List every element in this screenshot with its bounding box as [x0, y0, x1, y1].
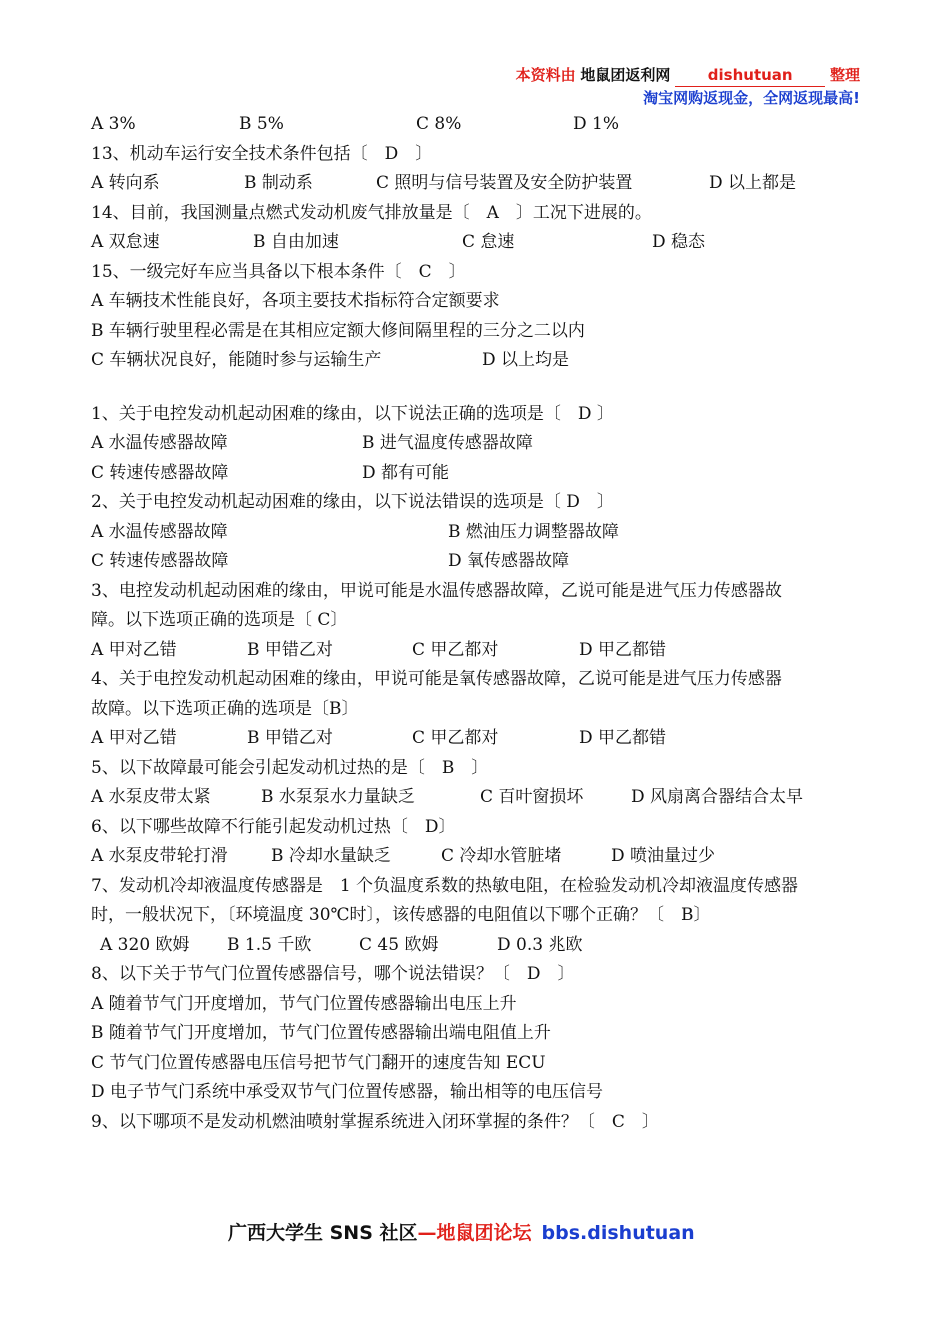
options-row — [91, 547, 861, 577]
answer-option-c: C 节气门位置传感器电压信号把节气门翻开的速度告知 ECU — [91, 1052, 546, 1073]
footer-community: 广西大学生 SNS 社区 — [228, 1222, 418, 1244]
answer-option-b: B 车辆行驶里程必需是在其相应定额大修间隔里程的三分之二以内 — [91, 320, 585, 341]
header-site-link[interactable]: dishutuan — [675, 64, 825, 87]
option-a: A 甲对乙错 — [91, 639, 177, 660]
question-13: 13、机动车运行安全技术条件包括〔 D 〕 — [91, 143, 433, 164]
option-c: C 45 欧姆 — [359, 934, 439, 955]
question-4-continued: 故障。以下选项正确的选项是〔B〕 — [91, 698, 359, 719]
option-d: D 稳态 — [652, 232, 706, 252]
question-1: 1、关于电控发动机起动困难的缘由，以下说法正确的选项是〔 D 〕 — [91, 403, 614, 424]
option-b: B 燃油压力调整器故障 — [448, 521, 619, 542]
question-9: 9、以下哪项不是发动机燃油喷射掌握系统进入闭环掌握的条件？〔 C 〕 — [91, 1111, 659, 1132]
footer-forum-link[interactable]: bbs.dishutuan — [541, 1222, 695, 1244]
section-gap — [91, 376, 861, 400]
option-c: C 甲乙都对 — [412, 639, 499, 660]
option-c: C 转速传感器故障 — [91, 551, 229, 571]
option-a: A 水泵皮带轮打滑 — [91, 846, 228, 866]
answer-option-a: A 车辆技术性能良好，各项主要技术指标符合定额要求 — [91, 291, 500, 311]
options-row — [91, 346, 861, 376]
option-b: B 甲错乙对 — [247, 728, 333, 748]
option-b: B 自由加速 — [253, 232, 339, 252]
option-c: C 甲乙都对 — [412, 728, 499, 748]
options-row — [91, 724, 861, 754]
option-b: B 制动系 — [244, 173, 313, 193]
option-c: C 照明与信号装置及安全防护装置 — [376, 173, 633, 193]
option-d: D 氧传感器故障 — [448, 551, 570, 571]
option-a: A 320 欧姆 — [100, 934, 190, 955]
option-b: B 水泵泵水力量缺乏 — [261, 787, 415, 807]
option-d: D 甲乙都错 — [579, 639, 667, 660]
option-d: D 以上均是 — [482, 350, 570, 370]
question-14: 14、目前，我国测量点燃式发动机废气排放量是〔 A 〕工况下进展的。 — [91, 202, 652, 223]
question-4: 4、关于电控发动机起动困难的缘由，甲说可能是氧传感器故障，乙说可能是进气压力传感器 — [91, 669, 782, 689]
option-c: C 冷却水管脏堵 — [441, 846, 562, 866]
question-7-continued: 时，一般状况下，〔环境温度 30℃时〕，该传感器的电阻值以下哪个正确？〔 B〕 — [91, 905, 711, 925]
answer-option-b: B 随着节气门开度增加，节气门位置传感器输出端电阻值上升 — [91, 1023, 551, 1043]
option-a: A 水温传感器故障 — [91, 521, 228, 542]
option-b: B 1.5 千欧 — [227, 934, 312, 955]
option-b: B 甲错乙对 — [247, 639, 333, 660]
options-row — [91, 169, 861, 199]
question-content — [91, 110, 861, 1137]
option-b: B 冷却水量缺乏 — [271, 846, 391, 866]
options-row — [91, 842, 861, 872]
question-5: 5、以下故障最可能会引起发动机过热的是〔 B 〕 — [91, 757, 489, 778]
page-footer — [228, 1218, 695, 1245]
option-d: D 喷油量过少 — [611, 846, 716, 866]
option-c: C 百叶窗损坏 — [480, 787, 584, 807]
question-8: 8、以下关于节气门位置传感器信号，哪个说法错误？〔 D 〕 — [91, 964, 575, 984]
question-3: 3、电控发动机起动困难的缘由，甲说可能是水温传感器故障，乙说可能是进气压力传感器故 — [91, 580, 782, 601]
option-c: C 车辆状况良好，能随时参与运输生产 — [91, 350, 382, 370]
option-d: D 都有可能 — [362, 462, 450, 483]
options-row — [91, 518, 861, 548]
option-a: A 3% — [91, 114, 136, 134]
option-b: B 5% — [239, 114, 284, 134]
options-row — [91, 429, 861, 459]
options-row — [91, 110, 861, 140]
footer-forum: —地鼠团论坛 — [417, 1222, 532, 1244]
options-row — [91, 459, 861, 489]
option-d: D 甲乙都错 — [579, 728, 667, 748]
option-b: B 进气温度传感器故障 — [362, 433, 533, 453]
question-15: 15、一级完好车应当具备以下根本条件〔 C 〕 — [91, 261, 466, 282]
option-d: D 0.3 兆欧 — [497, 934, 583, 955]
question-3-continued: 障。以下选项正确的选项是〔 C〕 — [91, 610, 348, 630]
options-row — [91, 931, 861, 961]
option-a: A 水泵皮带太紧 — [91, 787, 211, 807]
option-d: D 风扇离合器结合太早 — [631, 787, 804, 807]
answer-option-a: A 随着节气门开度增加，节气门位置传感器输出电压上升 — [91, 993, 517, 1014]
header-line-1 — [516, 64, 860, 87]
header-intro: 本资料由 — [515, 66, 576, 84]
header-slogan: 淘宝网购返现金，全网返现最高! — [643, 89, 860, 107]
option-d: D 1% — [573, 114, 620, 134]
option-d: D 以上都是 — [709, 173, 797, 193]
option-a: A 甲对乙错 — [91, 728, 177, 748]
option-c: C 8% — [416, 114, 462, 134]
answer-option-d: D 电子节气门系统中承受双节气门位置传感器，输出相等的电压信号 — [91, 1082, 604, 1102]
options-row — [91, 636, 861, 666]
option-c: C 怠速 — [462, 232, 515, 252]
option-a: A 转向系 — [91, 173, 160, 193]
page-header — [516, 64, 860, 109]
option-c: C 转速传感器故障 — [91, 462, 229, 483]
options-row — [91, 783, 861, 813]
options-row — [91, 228, 861, 258]
option-a: A 双怠速 — [91, 232, 160, 252]
option-a: A 水温传感器故障 — [91, 433, 228, 453]
header-site-name: 地鼠团返利网 — [580, 66, 671, 84]
question-6: 6、以下哪些故障不行能引起发动机过热〔 D〕 — [91, 816, 456, 837]
header-suffix: 整理 — [829, 66, 860, 84]
question-2: 2、关于电控发动机起动困难的缘由，以下说法错误的选项是〔 D 〕 — [91, 492, 614, 512]
question-7: 7、发动机冷却液温度传感器是 1 个负温度系数的热敏电阻，在检验发动机冷却液温度传感器 — [91, 875, 799, 896]
